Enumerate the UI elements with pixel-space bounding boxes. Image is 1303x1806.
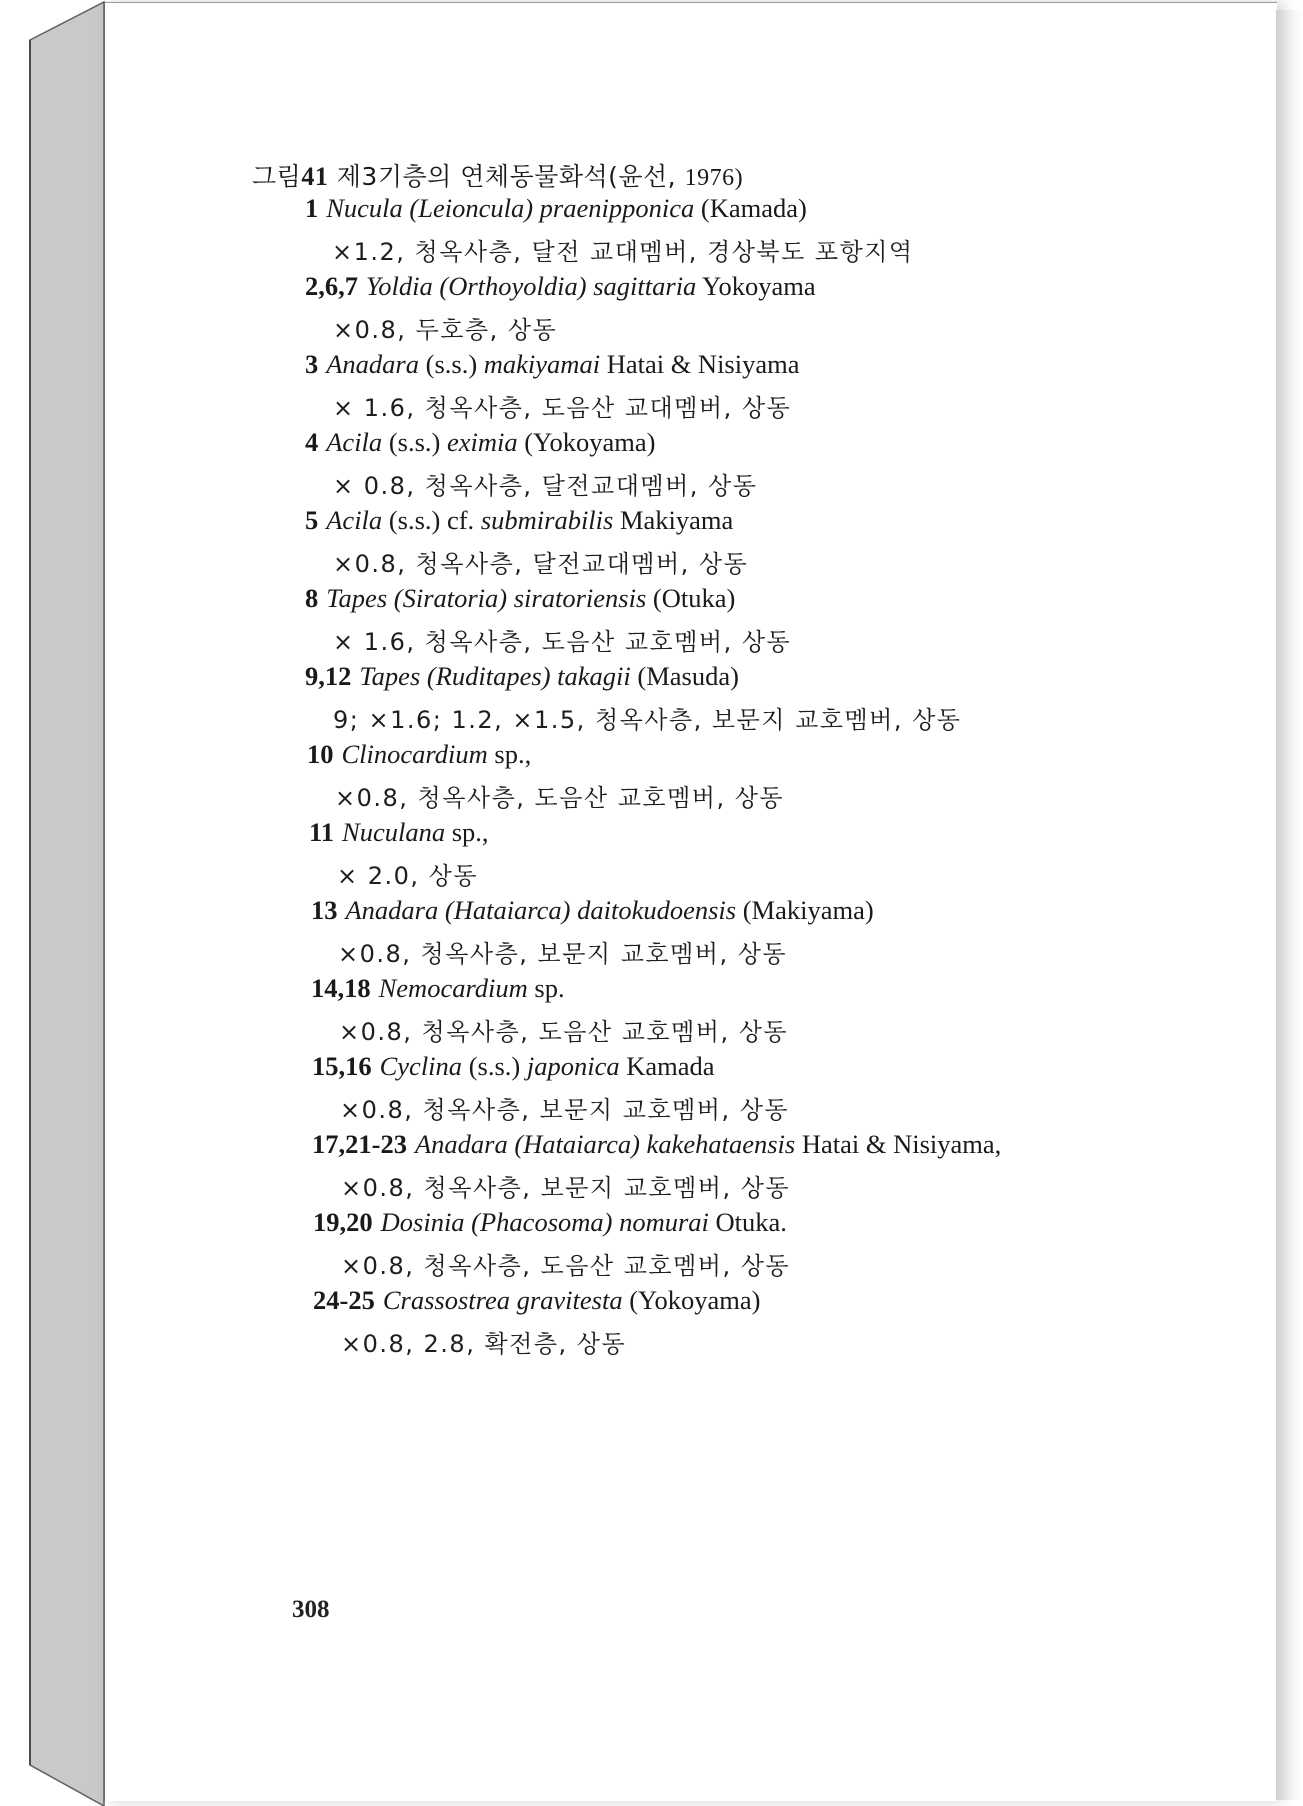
species-name: Nuculana [342,817,446,847]
plate-number: 8 [305,583,319,613]
species-authority: (s.s.) [419,349,484,379]
species-authority: Hatai & Nisiyama, [795,1129,1002,1159]
species-epithet: submirabilis [480,505,614,535]
species-authority: sp. [527,973,565,1003]
plate-number: 9,12 [305,661,352,691]
species-entry [309,817,489,848]
plate-number: 13 [311,895,338,925]
plate-number: 1 [305,193,319,223]
species-name: Acila [326,427,383,457]
figure-caption-text: 제3기층의 연체동물화석(윤선, [328,162,685,191]
plate-number: 24-25 [313,1285,375,1315]
specimen-detail: ×0.8, 청옥사층, 보문지 교호멤버, 상동 [341,1174,791,1202]
page-edge-shadow [1276,10,1303,1800]
plate-number: 10 [307,739,334,769]
species-entry [312,1051,715,1082]
plate-number: 17,21-23 [312,1129,407,1159]
species-authority: (Masuda) [630,661,739,691]
plate-number: 11 [309,817,335,847]
species-name: Dosinia (Phacosoma) nomurai [380,1207,709,1237]
species-epithet: makiyamai [483,349,601,379]
species-name: Nucula (Leioncula) praenipponica [326,193,695,223]
plate-number: 14,18 [311,973,371,1003]
species-entry [313,1285,760,1316]
species-name: Crassostrea gravitesta [382,1285,623,1315]
species-name: Yoldia (Orthoyoldia) sagittaria [366,271,697,301]
species-entry [307,739,531,770]
species-author: Hatai & Nisiyama [600,349,800,379]
species-entry [312,1129,1001,1160]
page-number: 308 [292,1596,330,1623]
species-entry [305,661,739,692]
species-entry [305,271,816,302]
specimen-detail: ×0.8, 두호층, 상동 [333,316,558,344]
specimen-detail: × 1.6, 청옥사층, 도음산 교대멤버, 상동 [333,394,792,422]
species-epithet: eximia [446,427,518,457]
specimen-detail: ×1.2, 청옥사층, 달전 교대멤버, 경상북도 포항지역 [332,238,914,266]
species-name: Nemocardium [378,973,528,1003]
plate-number: 15,16 [312,1051,372,1081]
specimen-detail: ×0.8, 청옥사층, 도음산 교호멤버, 상동 [335,784,785,812]
specimen-detail: ×0.8, 청옥사층, 보문지 교호멤버, 상동 [338,940,788,968]
species-entry [305,193,807,224]
species-author: Makiyama [613,505,734,535]
species-name: Acila [326,505,383,535]
species-authority: (Otuka) [646,583,736,613]
species-authority: Yokoyama [696,271,816,301]
plate-number: 3 [305,349,319,379]
species-name: Anadara [326,349,419,379]
species-entry [305,427,656,458]
species-authority: sp., [487,739,532,769]
species-authority: Otuka. [708,1207,787,1237]
species-authority: (Kamada) [694,193,807,223]
species-authority: sp., [445,817,489,847]
specimen-detail: ×0.8, 청옥사층, 도음산 교호멤버, 상동 [339,1018,789,1046]
species-authority: (s.s.) cf. [382,505,481,535]
species-authority: (s.s.) [462,1051,527,1081]
species-authority: (s.s.) [382,427,447,457]
plate-number: 2,6,7 [305,271,358,301]
species-entry [305,583,735,614]
species-name: Clinocardium [341,739,488,769]
species-authority: (Makiyama) [736,895,874,925]
species-name: Anadara (Hataiarca) daitokudoensis [345,895,737,925]
species-entry [305,505,733,536]
plate-number: 19,20 [313,1207,373,1237]
species-entry [311,895,874,926]
species-author: (Yokoyama) [517,427,656,457]
species-name: Tapes (Siratoria) siratoriensis [326,583,647,613]
figure-caption [252,157,743,193]
species-entry [305,349,800,380]
species-name: Anadara (Hataiarca) kakehataensis [414,1129,796,1159]
specimen-detail: ×0.8, 청옥사층, 보문지 교호멤버, 상동 [340,1096,790,1124]
species-name: Tapes (Ruditapes) takagii [359,661,631,691]
species-entry [313,1207,787,1238]
species-author: Kamada [619,1051,715,1081]
specimen-detail: ×0.8, 2.8, 확전층, 상동 [341,1330,627,1358]
figure-number: 41 [301,162,329,191]
specimen-detail: ×0.8, 청옥사층, 도음산 교호멤버, 상동 [341,1252,791,1280]
specimen-detail: ×0.8, 청옥사층, 달전교대멤버, 상동 [333,550,749,578]
species-epithet: japonica [526,1051,620,1081]
plate-number: 5 [305,505,319,535]
species-entry [311,973,565,1004]
specimen-detail: × 0.8, 청옥사층, 달전교대멤버, 상동 [333,472,758,500]
species-authority: (Yokoyama) [622,1285,761,1315]
plate-number: 4 [305,427,319,457]
specimen-detail: × 2.0, 상동 [337,862,479,890]
specimen-detail: × 1.6, 청옥사층, 도음산 교호멤버, 상동 [333,628,792,656]
figure-label: 그림 [252,162,302,191]
specimen-detail: 9; ×1.6; 1.2, ×1.5, 청옥사층, 보문지 교호멤버, 상동 [333,706,962,734]
figure-year: 1976) [684,165,744,191]
species-name: Cyclina [379,1051,463,1081]
